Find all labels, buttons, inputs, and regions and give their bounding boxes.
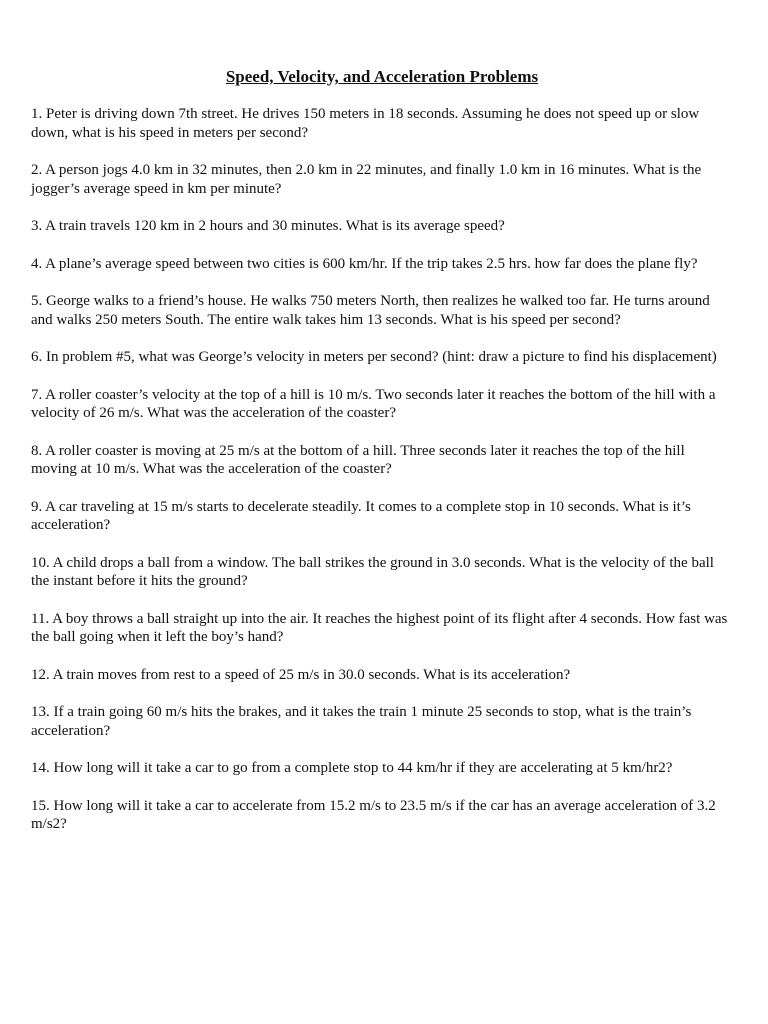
problem-7: 7. A roller coaster’s velocity at the top of a hill is 10 m/s. Two seconds later it reaches the bottom of the hill with a velocity of 26 m/s. What was the acceleration of the coaster? bbox=[31, 386, 716, 421]
problem-5: 5. George walks to a friend’s house. He walks 750 meters North, then realizes he walked too far. He turns around and walks 250 meters South. The entire walk takes him 13 seconds. What is his speed per second? bbox=[31, 293, 710, 328]
problem-13: 13. If a train going 60 m/s hits the brakes, and it takes the train 1 minute 25 seconds to stop, what is the train’s acceleration? bbox=[31, 704, 692, 739]
problem-6: 6. In problem #5, what was George’s velocity in meters per second? (hint: draw a picture to find his displacement) bbox=[31, 349, 717, 365]
problem-list bbox=[31, 105, 731, 834]
problem-11: 11. A boy throws a ball straight up into the air. It reaches the highest point of its flight after 4 seconds. How fast was the ball going when it left the boy’s hand? bbox=[31, 610, 728, 645]
problem-8: 8. A roller coaster is moving at 25 m/s at the bottom of a hill. Three seconds later it reaches the top of the hill moving at 10 m/s. What was the acceleration of the coaster? bbox=[31, 442, 685, 477]
worksheet-page bbox=[31, 66, 731, 853]
problem-14: 14. How long will it take a car to go from a complete stop to 44 km/hr if they are accelerating at 5 km/hr2? bbox=[31, 760, 673, 776]
problem-15: 15. How long will it take a car to accelerate from 15.2 m/s to 23.5 m/s if the car has an average acceleration of 3.2 m/s2? bbox=[31, 797, 716, 832]
problem-4: 4. A plane’s average speed between two cities is 600 km/hr. If the trip takes 2.5 hrs. how far does the plane fly? bbox=[31, 255, 698, 272]
problem-12: 12. A train moves from rest to a speed of 25 m/s in 30.0 seconds. What is its acceleration? bbox=[31, 666, 571, 683]
problem-2: 2. A person jogs 4.0 km in 32 minutes, then 2.0 km in 22 minutes, and finally 1.0 km in 16 minutes. What is the jogger’s average speed in km per minute? bbox=[31, 162, 702, 197]
problem-10: 10. A child drops a ball from a window. The ball strikes the ground in 3.0 seconds. What is the velocity of the ball the instant before it hits the ground? bbox=[31, 554, 714, 589]
problem-9: 9. A car traveling at 15 m/s starts to decelerate steadily. It comes to a complete stop in 10 seconds. What is it’s acceleration? bbox=[31, 498, 691, 533]
problem-3: 3. A train travels 120 km in 2 hours and 30 minutes. What is its average speed? bbox=[31, 218, 505, 234]
page-title: Speed, Velocity, and Acceleration Problems bbox=[225, 67, 539, 86]
problem-1: 1. Peter is driving down 7th street. He drives 150 meters in 18 seconds. Assuming he does not speed up or slow down, what is his speed in meters per second? bbox=[31, 106, 700, 141]
